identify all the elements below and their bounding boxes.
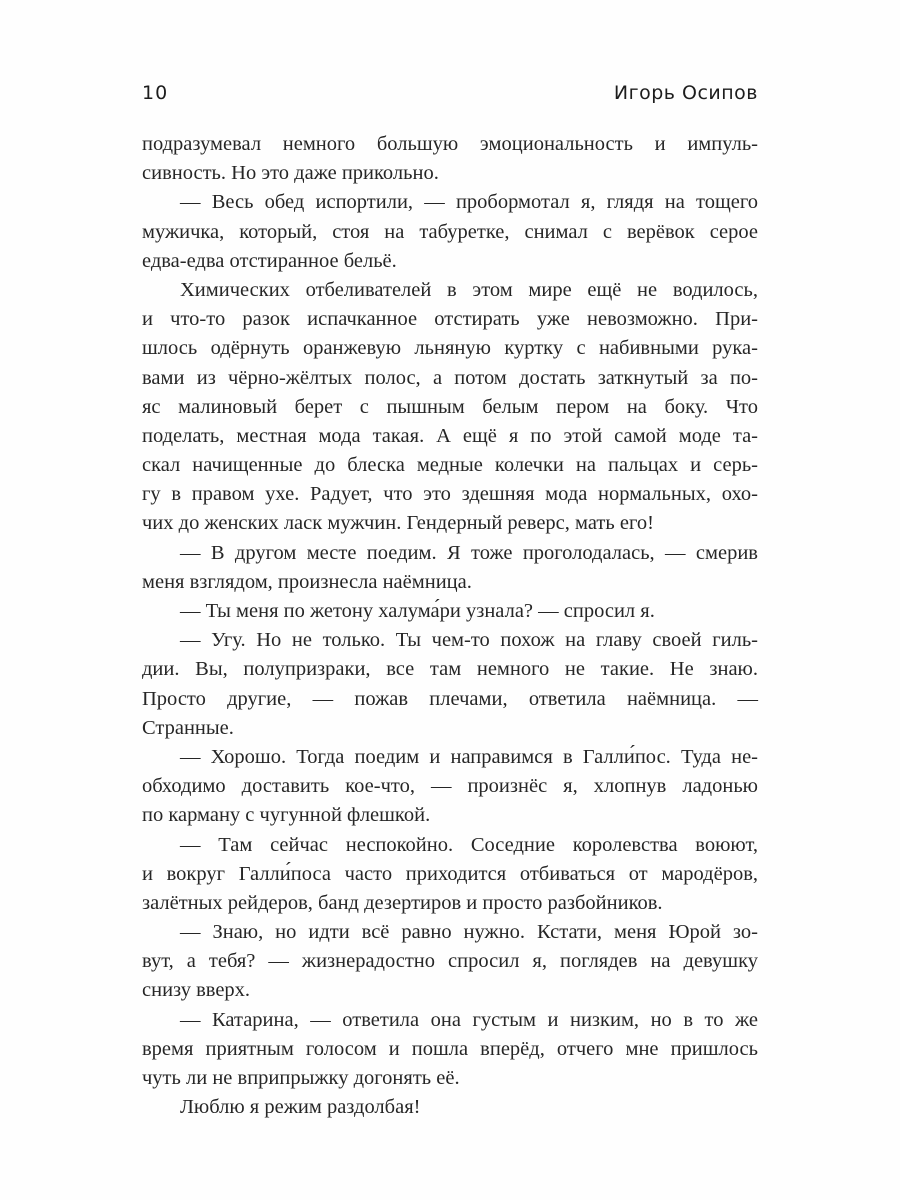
text-line: Странные.	[142, 716, 234, 739]
text-line: вами из чёрно-жёлтых полос, а потом достать заткнутый за по-	[142, 366, 758, 389]
text-line: скал начищенные до блеска медные колечки на пальцах и серь-	[142, 454, 758, 477]
page-number: 10	[142, 82, 169, 104]
text-line: яс малиновый берет с пышным белым пером на боку. Что	[142, 395, 758, 418]
text-line: Просто другие, — пожав плечами, ответила наёмница. —	[142, 687, 758, 710]
text-line: залётных рейдеров, банд дезертиров и просто разбойников.	[142, 891, 663, 914]
text-line: шлось одёрнуть оранжевую льняную куртку с набивными рука-	[142, 337, 758, 360]
text-line: Люблю я режим раздолбая!	[180, 1096, 421, 1119]
text-line: — Угу. Но не только. Ты чем-то похож на главу своей гиль-	[180, 629, 758, 652]
text-line: — Знаю, но идти всё равно нужно. Кстати, меня Юрой зо-	[180, 921, 758, 944]
text-line: — В другом месте поедим. Я тоже проголодалась, — смерив	[180, 541, 758, 564]
body-text	[142, 130, 758, 1122]
text-line: сивность. Но это даже прикольно.	[142, 162, 439, 185]
text-line: дии. Вы, полупризраки, все там немного не такие. Не знаю.	[142, 658, 758, 681]
text-line: подразумевал немного большую эмоциональность и импуль-	[142, 133, 758, 155]
text-line: — Там сейчас неспокойно. Соседние королевства воюют,	[180, 833, 758, 856]
text-line: и вокруг Галли́поса часто приходится отбиваться от мародёров,	[142, 862, 758, 885]
text-line: Химических отбеливателей в этом мире ещё не водилось,	[180, 278, 758, 301]
text-line: чуть ли не вприпрыжку догонять её.	[142, 1067, 460, 1089]
text-line: снизу вверх.	[142, 979, 251, 1002]
text-line: гу в правом ухе. Радует, что это здешняя мода нормальных, охо-	[142, 483, 758, 506]
text-line: обходимо доставить кое-что, — произнёс я, хлопнув ладонью	[142, 775, 758, 798]
text-line: — Ты меня по жетону халума́ри узнала? — спросил я.	[180, 600, 655, 622]
text-line: чих до женских ласк мужчин. Гендерный реверс, мать его!	[142, 512, 654, 535]
running-head	[142, 82, 758, 112]
text-line: — Хорошо. Тогда поедим и направимся в Галли́пос. Туда не-	[180, 745, 758, 768]
text-line: время приятным голосом и пошла вперёд, отчего мне пришлось	[142, 1037, 758, 1060]
text-line: по карману с чугунной флешкой.	[142, 804, 431, 827]
text-line: едва-едва отстиранное бельё.	[142, 249, 397, 272]
running-head-author: Игорь Осипов	[613, 82, 758, 104]
text-line: — Катарина, — ответила она густым и низким, но в то же	[180, 1008, 758, 1031]
text-line: поделать, местная мода такая. А ещё я по этой самой моде та-	[142, 424, 758, 447]
text-line: вут, а тебя? — жизнерадостно спросил я, поглядев на девушку	[142, 950, 758, 973]
text-line: и что-то разок испачканное отстирать уже невозможно. При-	[142, 308, 758, 331]
text-line: мужичка, который, стоя на табуретке, снимал с верёвок серое	[142, 220, 758, 243]
text-line: — Весь обед испортили, — пробормотал я, глядя на тощего	[180, 191, 758, 214]
text-line: меня взглядом, произнесла наёмница.	[142, 570, 472, 593]
